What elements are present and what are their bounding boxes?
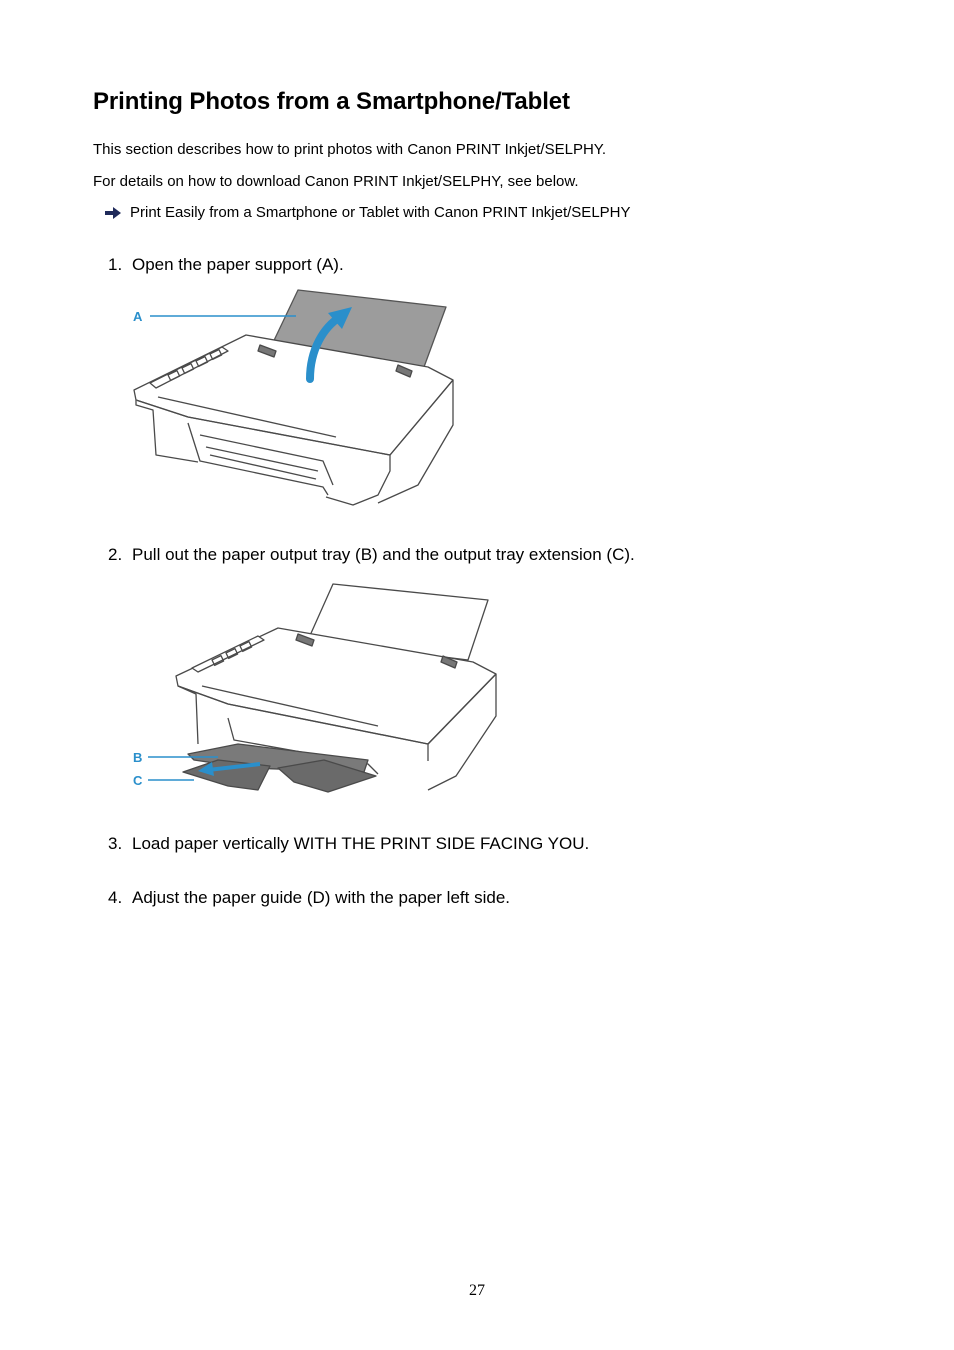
arrow-right-icon [104, 207, 122, 219]
callout-b-label: B [133, 750, 143, 765]
printer-paper-support-illustration [128, 285, 463, 510]
callout-c-label: C [133, 773, 143, 788]
related-link[interactable] [104, 204, 631, 221]
intro-paragraph-2: For details on how to download Canon PRINT Inkjet/SELPHY, see below. [93, 173, 579, 190]
step-2 [108, 545, 635, 565]
step-number: 3. [108, 834, 123, 853]
page-number: 27 [469, 1282, 485, 1299]
step-number: 2. [108, 545, 123, 564]
printer-output-tray-illustration [128, 576, 503, 801]
intro-paragraph-1: This section describes how to print photos with Canon PRINT Inkjet/SELPHY. [93, 141, 607, 158]
related-link-label[interactable]: Print Easily from a Smartphone or Tablet with Canon PRINT Inkjet/SELPHY [130, 204, 631, 221]
step-3 [108, 834, 589, 854]
step-number: 4. [108, 888, 123, 907]
step-text: Pull out the paper output tray (B) and the output tray extension (C). [132, 545, 635, 564]
callout-a-label: A [133, 309, 143, 324]
step-text: Load paper vertically WITH THE PRINT SIDE FACING YOU. [132, 834, 590, 853]
page-title: Printing Photos from a Smartphone/Tablet [93, 88, 570, 115]
step-4 [108, 888, 510, 908]
step-1 [108, 255, 344, 275]
step-text: Open the paper support (A). [132, 255, 344, 274]
step-number: 1. [108, 255, 123, 274]
step-text: Adjust the paper guide (D) with the paper left side. [132, 888, 510, 907]
